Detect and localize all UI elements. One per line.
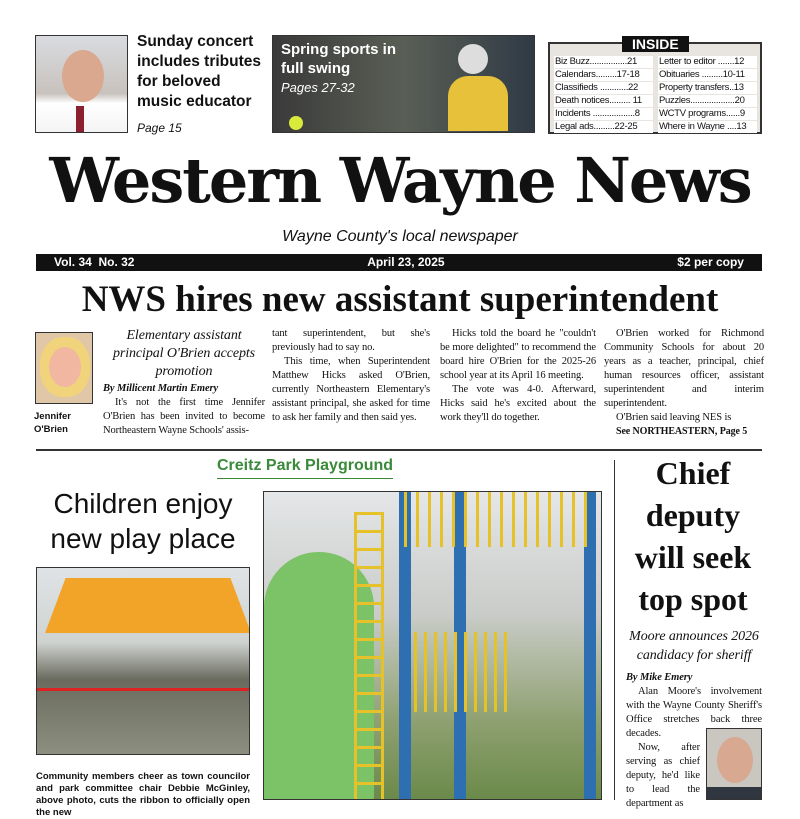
- price: $2 per copy: [677, 255, 744, 269]
- teaser-headline: Sunday concert includes tributes for beloved music educator: [137, 33, 262, 110]
- teaser-page: Pages 27-32: [281, 80, 355, 95]
- issue-date: April 23, 2025: [367, 255, 445, 269]
- issue-bar: [36, 254, 762, 271]
- index-item[interactable]: Letter to editor .......12: [658, 56, 757, 68]
- lead-headline[interactable]: NWS hires new assistant superintendent: [81, 279, 719, 320]
- index-item[interactable]: Where in Wayne ....13: [658, 121, 757, 133]
- moore-photo: [706, 728, 762, 800]
- sheriff-headline[interactable]: Chief deputy will seek top spot: [634, 455, 752, 617]
- inside-title: INSIDE: [622, 36, 689, 52]
- index-item[interactable]: Biz Buzz................21: [554, 56, 653, 68]
- lead-byline: By Millicent Martin Emery: [103, 383, 219, 394]
- index-item[interactable]: Death notices......... 11: [554, 95, 653, 107]
- sheriff-byline: By Mike Emery: [626, 672, 693, 683]
- tagline: Wayne County's local newspaper: [282, 228, 518, 245]
- obrien-photo: [35, 332, 93, 404]
- concert-photo: [35, 35, 128, 133]
- article-paragraph: This time, when Superintendent Matthew Hicks asked O'Brien, currently Northeastern Elementary's assistant principal, she asked for time to ask her family and then said yes.: [272, 356, 430, 423]
- ribbon-photo: [36, 567, 250, 755]
- teaser-headline: Spring sports in full swing: [281, 41, 397, 77]
- index-item[interactable]: Calendars.........17-18: [554, 69, 653, 81]
- index-item[interactable]: Legal ads.........22-25: [554, 121, 653, 133]
- sports-teaser[interactable]: [272, 35, 535, 133]
- park-headline[interactable]: Children enjoy new play place: [50, 488, 236, 554]
- teaser-page: Page 15: [137, 121, 182, 135]
- article-paragraph: It's not the first time Jennifer O'Brien has been invited to become Northeastern Wayne Schools' assis-: [103, 397, 265, 436]
- section-label: Creitz Park Playground: [217, 457, 393, 479]
- lead-subhead: Elementary assistant principal O'Brien accepts promotion: [112, 328, 256, 379]
- article-paragraph: O'Brien said leaving NES is: [616, 412, 732, 423]
- article-paragraph: O'Brien worked for Richmond Community Schools for about 20 years as a teacher, principal, chief human resources officer, assistant superintendent and interim superintendent.: [604, 328, 764, 409]
- article-paragraph: The vote was 4-0. Afterward, Hicks said he's excited about the work they'll do together.: [440, 384, 596, 423]
- teaser-concert[interactable]: [137, 32, 267, 135]
- index-item[interactable]: WCTV programs......9: [658, 108, 757, 120]
- article-paragraph: tant superintendent, but she's previously had to say no.: [272, 328, 430, 353]
- sheriff-subhead: Moore announces 2026 candidacy for sheriff: [629, 629, 759, 663]
- volume: Vol. 34 No. 32: [54, 255, 135, 269]
- photo-caption: Jennifer O'Brien: [34, 411, 71, 435]
- column-divider: [614, 460, 615, 800]
- inside-index: [548, 36, 762, 134]
- jump-link[interactable]: See NORTHEASTERN, Page 5: [616, 426, 748, 437]
- masthead-title: Western Wayne News: [49, 144, 751, 217]
- index-item[interactable]: Incidents ..................8: [554, 108, 653, 120]
- article-paragraph: Alan Moore's involvement with the Wayne County Sheriff's Office stretches back three decades.: [626, 686, 762, 739]
- section-divider: [36, 449, 762, 451]
- index-item[interactable]: Classifieds ............22: [554, 82, 653, 94]
- playground-photo: [263, 491, 602, 800]
- article-paragraph: Hicks told the board he "couldn't be more delighted" to recommend the board hire O'Brien for the 2025-26 school year at its April 16 meeting.: [440, 328, 596, 381]
- index-item[interactable]: Obituaries .........10-11: [658, 69, 757, 81]
- index-item[interactable]: Property transfers..13: [658, 82, 757, 94]
- article-paragraph: Now, after serving as chief deputy, he'd like to lead the department as: [626, 742, 700, 809]
- photo-caption: Community members cheer as town councilor and park committee chair Debbie McGinley, above photo, cuts the ribbon to officially open the new: [36, 771, 250, 818]
- index-item[interactable]: Puzzles...................20: [658, 95, 757, 107]
